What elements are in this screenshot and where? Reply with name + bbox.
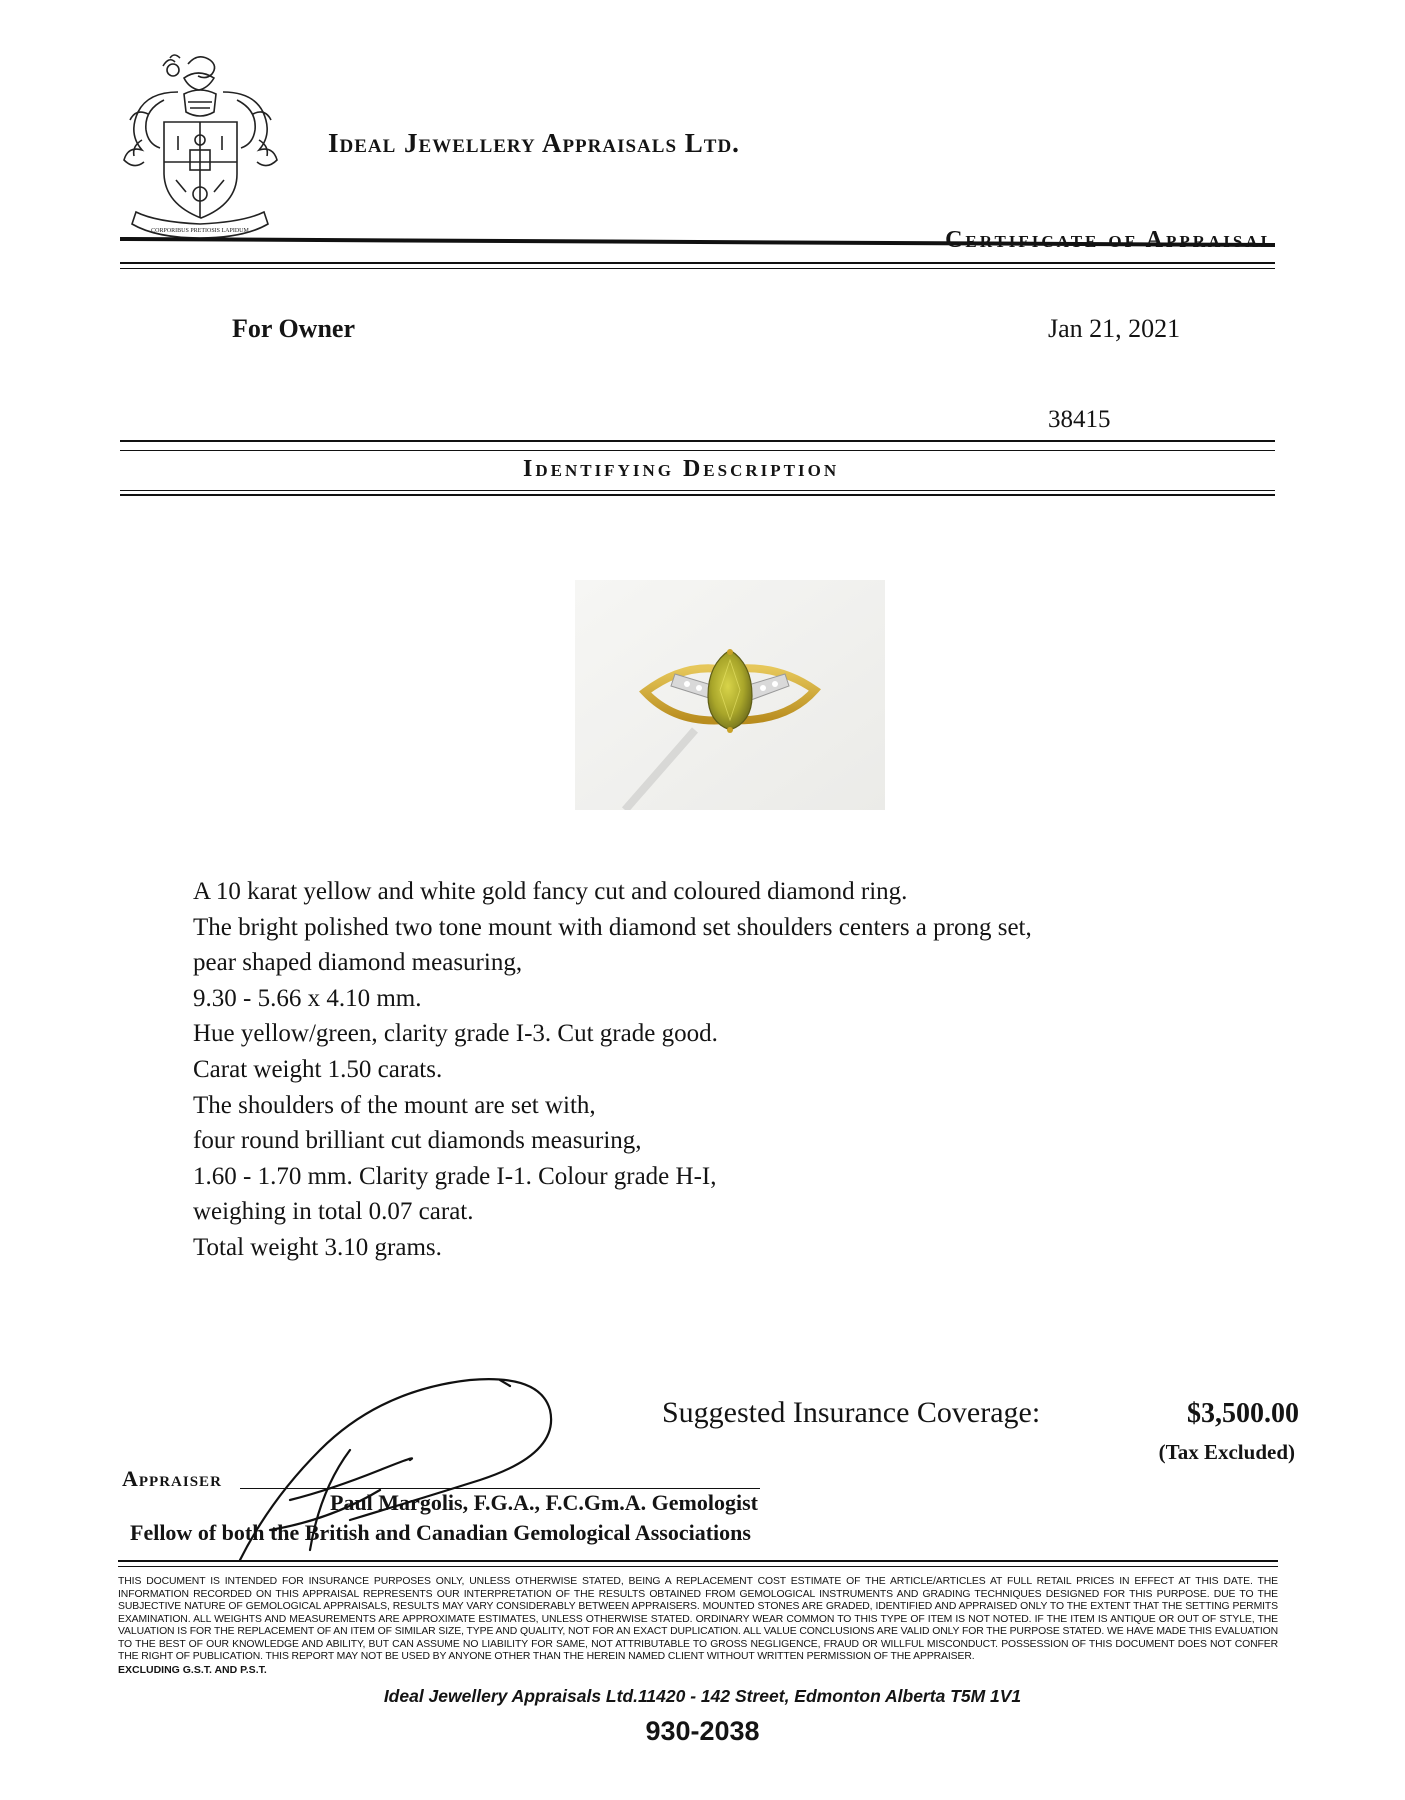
description-line: The shoulders of the mount are set with,	[193, 1091, 596, 1119]
section-title: Identifying Description	[523, 456, 840, 482]
section-divider-bottom	[120, 490, 1275, 491]
header-divider-double-1	[120, 262, 1275, 264]
description-line: Hue yellow/green, clarity grade I-3. Cut grade good.	[193, 1020, 718, 1048]
certificate-title: Certificate of Appraisal	[945, 227, 1275, 253]
appraisal-number: 38415	[1048, 406, 1111, 433]
owner-label: For Owner	[232, 314, 355, 343]
company-name: Ideal Jewellery Appraisals Ltd.	[328, 128, 740, 158]
coat-of-arms-crest	[118, 44, 283, 239]
description-line: A 10 karat yellow and white gold fancy cut and coloured diamond ring.	[193, 878, 908, 905]
company-phone: 930-2038	[645, 1716, 760, 1746]
description-line: four round brilliant cut diamonds measuring,	[193, 1127, 642, 1155]
svg-text:CORPORIBUS PRETIOSIS LAPIDUM: CORPORIBUS PRETIOSIS LAPIDUM	[151, 228, 249, 234]
description-line: 9.30 - 5.66 x 4.10 mm.	[193, 984, 422, 1012]
section-divider-top	[120, 440, 1275, 442]
legal-disclaimer: THIS DOCUMENT IS INTENDED FOR INSURANCE PURPOSES ONLY, UNLESS OTHERWISE STATED, BEING A REPLACEMENT COST ESTIMATE OF THE ARTICLE/ARTICLES AT FULL RETAIL PRICES IN EFFECT AT THIS DATE. THE INFORMATION RECORDED ON THIS APPRAISAL REPRESENTS OUR INTERPRETATION OF THE RESULTS OBTAINED FROM GEMOLOGICAL INSTRUMENTS AND GRADING TECHNIQUES DESIGNED FOR THIS PURPOSE. DUE TO THE SUBJECTIVE NATURE OF GEMOLOGICAL APPRAISALS, RESULTS MAY VARY CONSIDERABLY BETWEEN APPRAISERS. MOUNTED STONES ARE GRADED, IDENTIFIED AND APPRAISED ONLY TO THE EXTENT THAT THE SETTING PERMITS EXAMINATION. ALL WEIGHTS AND MEASUREMENTS ARE APPROXIMATE ESTIMATES, UNLESS OTHERWISE STATED. ORDINARY WEAR COMMON TO THIS TYPE OF ITEM IS NOT NOTED. IF THE ITEM IS ANTIQUE OR OUT OF STYLE, THE VALUATION IS FOR THE REPLACEMENT OF AN ITEM OF SIMILAR SIZE, TYPE AND QUALITY, NOT FOR AN EXACT DUPLICATION. ALL VALUE CONCLUSIONS ARE VALID ONLY FOR THE PURPOSE STATED. WE HAVE MADE THIS EVALUATION TO THE BEST OF OUR KNOWLEDGE AND ABILITY, BUT CAN ASSUME NO LIABILITY FOR SAME, NOT ATTRIBUTABLE TO GROSS NEGLIGENCE, FRAUD OR WILLFUL MISCONDUCT. POSSESSION OF THIS DOCUMENT DOES NOT CONFER THE RIGHT OF PUBLICATION. THIS REPORT MAY NOT BE USED BY ANYONE OTHER THAN THE HEREIN NAMED CLIENT WITHOUT WRITTEN PERMISSION OF THE APPRAISER.	[118, 1576, 1278, 1662]
tax-note: (Tax Excluded)	[1158, 1440, 1295, 1464]
appraiser-signature	[230, 1360, 560, 1570]
appraiser-name: Paul Margolis, F.G.A., F.C.Gm.A. Gemologist	[330, 1490, 758, 1515]
footer-divider-1	[118, 1560, 1278, 1562]
description-line: Total weight 3.10 grams.	[193, 1233, 442, 1261]
company-address: Ideal Jewellery Appraisals Ltd.11420 - 142 Street, Edmonton Alberta T5M 1V1	[383, 1686, 1022, 1706]
footer-divider-2	[118, 1566, 1278, 1567]
description-line: 1.60 - 1.70 mm. Clarity grade I-1. Colour grade H-I,	[193, 1162, 717, 1190]
tax-exclusion-note: EXCLUDING G.S.T. AND P.S.T.	[118, 1664, 267, 1676]
description-line: Carat weight 1.50 carats.	[193, 1055, 443, 1083]
ring-photo	[575, 580, 885, 810]
coverage-amount: $3,500.00	[1187, 1398, 1299, 1429]
section-divider-top-2	[120, 450, 1275, 451]
description-line: pear shaped diamond measuring,	[193, 949, 523, 977]
appraiser-fellowship: Fellow of both the British and Canadian Gemological Associations	[130, 1520, 751, 1545]
item-description	[193, 874, 1193, 1266]
coverage-label: Suggested Insurance Coverage:	[662, 1396, 1041, 1429]
section-divider-bottom-2	[120, 494, 1275, 496]
appraisal-date: Jan 21, 2021	[1048, 314, 1181, 343]
description-line: The bright polished two tone mount with diamond set shoulders centers a prong set,	[193, 913, 1032, 941]
header-divider-double-2	[120, 268, 1275, 269]
description-line: weighing in total 0.07 carat.	[193, 1198, 474, 1226]
appraiser-label: Appraiser	[122, 1466, 222, 1491]
